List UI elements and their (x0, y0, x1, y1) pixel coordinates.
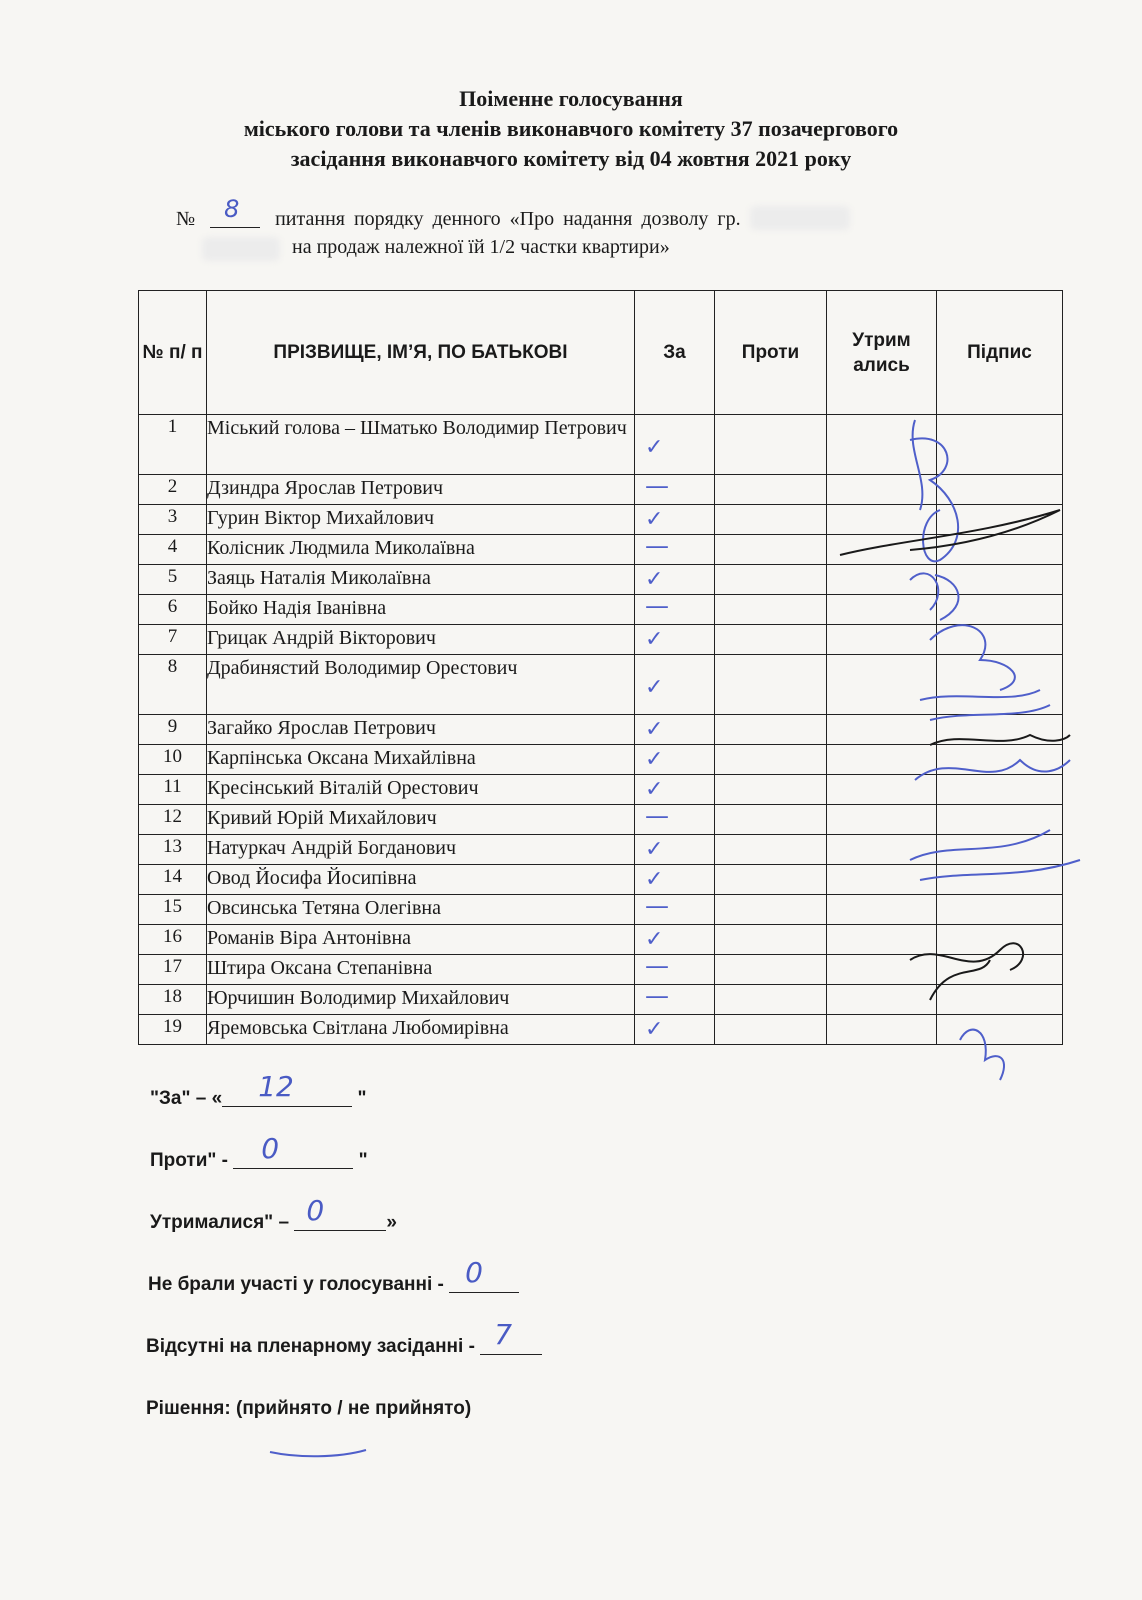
vote-for-cell (635, 775, 715, 805)
vote-for-cell (635, 415, 715, 475)
member-name: Юрчишин Володимир Михайлович (207, 985, 635, 1015)
row-number: 16 (139, 925, 207, 955)
row-number: 10 (139, 745, 207, 775)
vote-against-cell (715, 1015, 827, 1045)
row-number: 18 (139, 985, 207, 1015)
member-name: Яремовська Світлана Любомирівна (207, 1015, 635, 1045)
title-line-1: Поіменне голосування (459, 86, 683, 111)
not-voted-count: 0 (465, 1256, 483, 1289)
vote-against-cell (715, 955, 827, 985)
row-number: 4 (139, 535, 207, 565)
header-num: № п/ п (139, 291, 207, 415)
agenda-number-field (210, 195, 260, 228)
title-line-3: засідання виконавчого комітету від 04 жовтня 2021 року (290, 146, 852, 171)
dash-mark: — (645, 892, 669, 920)
check-mark: ✓ (645, 567, 664, 592)
check-mark: ✓ (645, 435, 664, 460)
agenda-item (176, 195, 1056, 261)
vote-for-cell (635, 625, 715, 655)
check-mark: ✓ (645, 747, 664, 772)
vote-against-cell (715, 745, 827, 775)
vote-for-cell (635, 892, 715, 925)
member-name: Штира Оксана Степанівна (207, 955, 635, 985)
member-name: Бойко Надія Іванівна (207, 595, 635, 625)
header-signature: Підпис (937, 291, 1063, 415)
vote-for-cell (635, 532, 715, 565)
vote-against-cell (715, 655, 827, 715)
summary-abstained: Утрималися" – 0 » (150, 1194, 397, 1233)
check-mark: ✓ (645, 777, 664, 802)
member-name: Романів Віра Антонівна (207, 925, 635, 955)
member-name: Грицак Андрій Вікторович (207, 625, 635, 655)
member-name: Загайко Ярослав Петрович (207, 715, 635, 745)
vote-for-cell (635, 835, 715, 865)
member-name: Карпінська Оксана Михайлівна (207, 745, 635, 775)
member-name: Овод Йосифа Йосипівна (207, 865, 635, 895)
signature-7 (930, 625, 1015, 690)
vote-against-cell (715, 415, 827, 475)
vote-for-cell (635, 952, 715, 985)
vote-against-cell (715, 505, 827, 535)
vote-for-cell (635, 655, 715, 715)
vote-for-cell (635, 715, 715, 745)
number-label: № (176, 208, 196, 230)
vote-against-cell (715, 565, 827, 595)
document-title (0, 84, 1142, 174)
summary-not-voted: Не брали участі у голосуванні - 0 (148, 1272, 519, 1296)
signature-5 (910, 573, 959, 620)
decision: Рішення: (прийнято / не прийнято) (146, 1398, 472, 1419)
signature-13 (910, 830, 1080, 880)
signature-4 (840, 510, 1060, 555)
decision-underline (268, 1446, 368, 1460)
row-number: 19 (139, 1015, 207, 1045)
vote-against-cell (715, 805, 827, 835)
against-count: 0 (261, 1132, 280, 1165)
header-name: ПРІЗВИЩЕ, ІМ’Я, ПО БАТЬКОВІ (207, 291, 635, 415)
row-number: 7 (139, 625, 207, 655)
row-number: 12 (139, 805, 207, 835)
vote-for-cell (635, 505, 715, 535)
for-count: 12 (258, 1070, 294, 1103)
vote-against-cell (715, 475, 827, 505)
dash-mark: — (645, 592, 669, 620)
member-name: Міський голова – Шматько Володимир Петрович (207, 415, 635, 475)
vote-against-cell (715, 625, 827, 655)
vote-against-cell (715, 925, 827, 955)
vote-against-cell (715, 985, 827, 1015)
summary-for: "За" – « 12 " (150, 1070, 367, 1109)
row-number: 3 (139, 505, 207, 535)
redacted-name-2 (202, 237, 280, 261)
agenda-line-2: на продаж належної їй 1/2 частки квартири» (292, 236, 670, 258)
summary-absent: Відсутні на пленарному засіданні - 7 (146, 1334, 542, 1358)
check-mark: ✓ (645, 1017, 664, 1042)
agenda-number-handwritten: 8 (224, 195, 240, 223)
vote-for-cell (635, 982, 715, 1015)
row-number: 14 (139, 865, 207, 895)
dash-mark: — (645, 802, 669, 830)
row-number: 8 (139, 655, 207, 715)
vote-against-cell (715, 595, 827, 625)
member-name: Гурин Віктор Михайлович (207, 505, 635, 535)
vote-against-cell (715, 775, 827, 805)
check-mark: ✓ (645, 507, 664, 532)
signatures (820, 360, 1100, 1120)
vote-for-cell (635, 865, 715, 895)
row-number: 9 (139, 715, 207, 745)
member-name: Натуркач Андрій Богданович (207, 835, 635, 865)
row-number: 11 (139, 775, 207, 805)
vote-for-cell (635, 745, 715, 775)
member-name: Кресінський Віталій Орестович (207, 775, 635, 805)
vote-for-cell (635, 565, 715, 595)
header-for: За (635, 291, 715, 415)
absent-count: 7 (494, 1318, 513, 1351)
member-name: Колісник Людмила Миколаївна (207, 535, 635, 565)
summary-against: Проти" - 0 " (150, 1132, 368, 1171)
member-name: Кривий Юрій Михайлович (207, 805, 635, 835)
check-mark: ✓ (645, 837, 664, 862)
vote-for-cell (635, 472, 715, 505)
row-number: 5 (139, 565, 207, 595)
signature-16 (910, 943, 1023, 1000)
vote-against-cell (715, 535, 827, 565)
vote-against-cell (715, 865, 827, 895)
row-number: 13 (139, 835, 207, 865)
signature-9 (920, 690, 1050, 720)
member-name: Дзиндра Ярослав Петрович (207, 475, 635, 505)
dash-mark: — (645, 472, 669, 500)
row-number: 2 (139, 475, 207, 505)
check-mark: ✓ (645, 627, 664, 652)
row-number: 15 (139, 895, 207, 925)
dash-mark: — (645, 952, 669, 980)
vote-for-cell (635, 592, 715, 625)
check-mark: ✓ (645, 867, 664, 892)
header-abstained: Утрим ались (827, 291, 937, 415)
agenda-line-1: питання порядку денного «Про надання дозволу гр. (275, 208, 741, 230)
dash-mark: — (645, 982, 669, 1010)
signature-11 (915, 760, 1070, 780)
vote-for-cell (635, 925, 715, 955)
vote-for-cell (635, 802, 715, 835)
check-mark: ✓ (645, 675, 664, 700)
vote-against-cell (715, 715, 827, 745)
abstained-count: 0 (306, 1194, 325, 1227)
member-name: Овсинська Тетяна Олегівна (207, 895, 635, 925)
vote-for-cell (635, 1015, 715, 1045)
check-mark: ✓ (645, 927, 664, 952)
signature-10 (930, 735, 1070, 745)
member-name: Драбинястий Володимир Орестович (207, 655, 635, 715)
check-mark: ✓ (645, 717, 664, 742)
vote-against-cell (715, 895, 827, 925)
row-number: 1 (139, 415, 207, 475)
row-number: 6 (139, 595, 207, 625)
vote-against-cell (715, 835, 827, 865)
member-name: Заяць Наталія Миколаївна (207, 565, 635, 595)
title-line-2: міського голови та членів виконавчого комітету 37 позачергового (243, 116, 899, 141)
redacted-name (750, 206, 850, 230)
header-against: Проти (715, 291, 827, 415)
signature-19 (960, 1030, 1004, 1080)
dash-mark: — (645, 532, 669, 560)
row-number: 17 (139, 955, 207, 985)
